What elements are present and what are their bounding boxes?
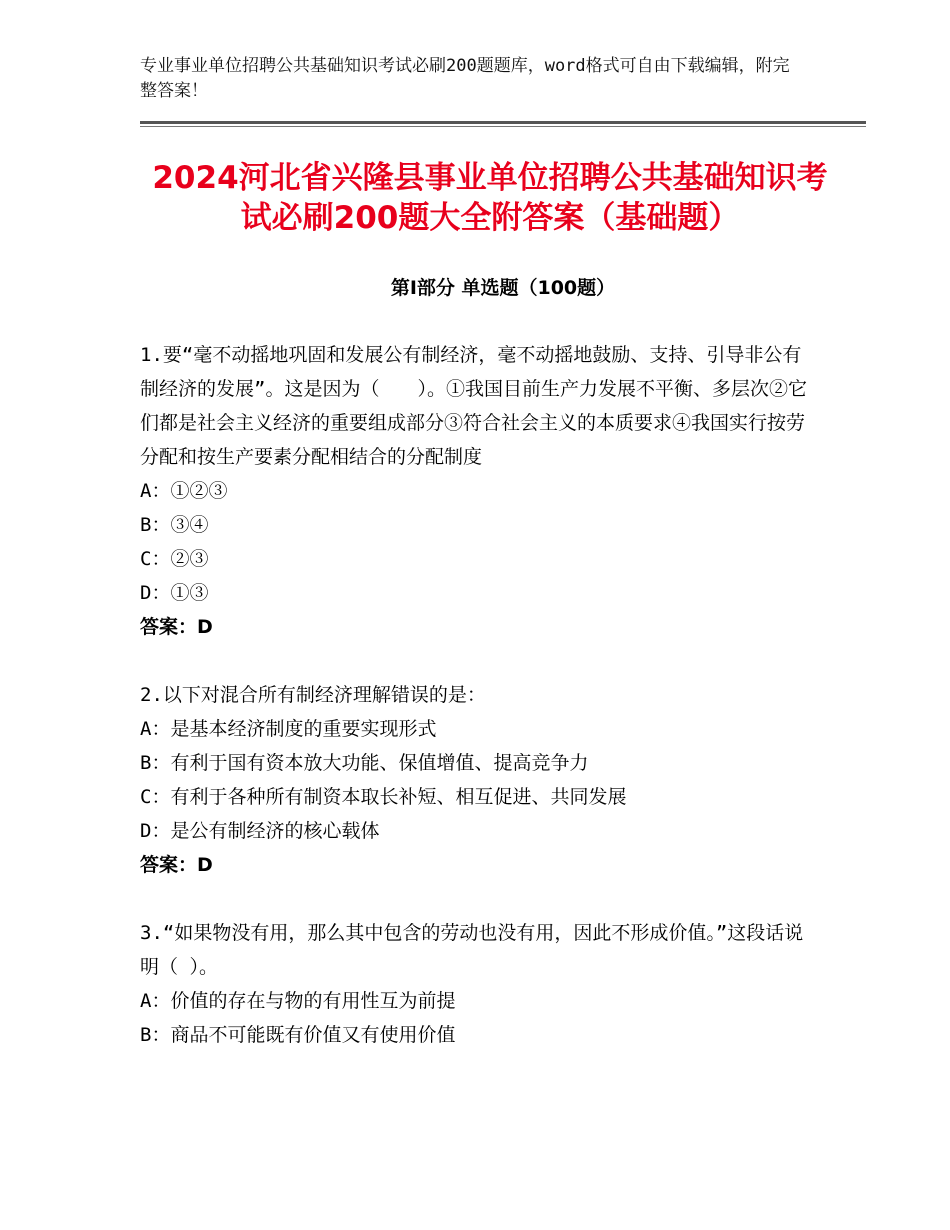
option-b: B：有利于国有资本放大功能、保值增值、提高竞争力	[140, 752, 589, 774]
answer: 答案：D	[140, 854, 213, 876]
option-a: A：价值的存在与物的有用性互为前提	[140, 990, 456, 1012]
question-1	[140, 338, 810, 644]
question-2	[140, 678, 810, 882]
option-c: C：②③	[140, 548, 209, 570]
question-text: 2.以下对混合所有制经济理解错误的是：	[140, 684, 486, 706]
question-text: 3.“如果物没有用，那么其中包含的劳动也没有用，因此不形成价值。”这段话说明（ ）。	[140, 922, 804, 978]
option-b: B：商品不可能既有价值又有使用价值	[140, 1024, 456, 1046]
option-d: D：是公有制经济的核心载体	[140, 820, 380, 842]
question-text: 1.要“毫不动摇地巩固和发展公有制经济，毫不动摇地鼓励、支持、引导非公有制经济的发展”。这是因为（ ）。①我国目前生产力发展不平衡、多层次②它们都是社会主义经济的重要组成部分③符合社会主义的本质要求④我国实行按劳分配和按生产要素分配相结合的分配制度	[140, 344, 807, 468]
option-a: A：是基本经济制度的重要实现形式	[140, 718, 437, 740]
option-c: C：有利于各种所有制资本取长补短、相互促进、共同发展	[140, 786, 627, 808]
answer: 答案：D	[140, 616, 213, 638]
option-a: A：①②③	[140, 480, 228, 502]
question-3	[140, 916, 810, 1052]
option-b: B：③④	[140, 514, 209, 536]
header-note: 专业事业单位招聘公共基础知识考试必刷200题题库，word格式可自由下载编辑，附完整答案！	[140, 56, 790, 101]
document-title: 2024河北省兴隆县事业单位招聘公共基础知识考试必刷200题大全附答案（基础题）	[152, 160, 828, 236]
option-d: D：①③	[140, 582, 209, 604]
header-divider-thin	[140, 126, 866, 127]
section-title: 第Ⅰ部分 单选题（100题）	[390, 277, 616, 299]
header-divider	[140, 121, 866, 124]
question-list	[140, 338, 810, 1086]
